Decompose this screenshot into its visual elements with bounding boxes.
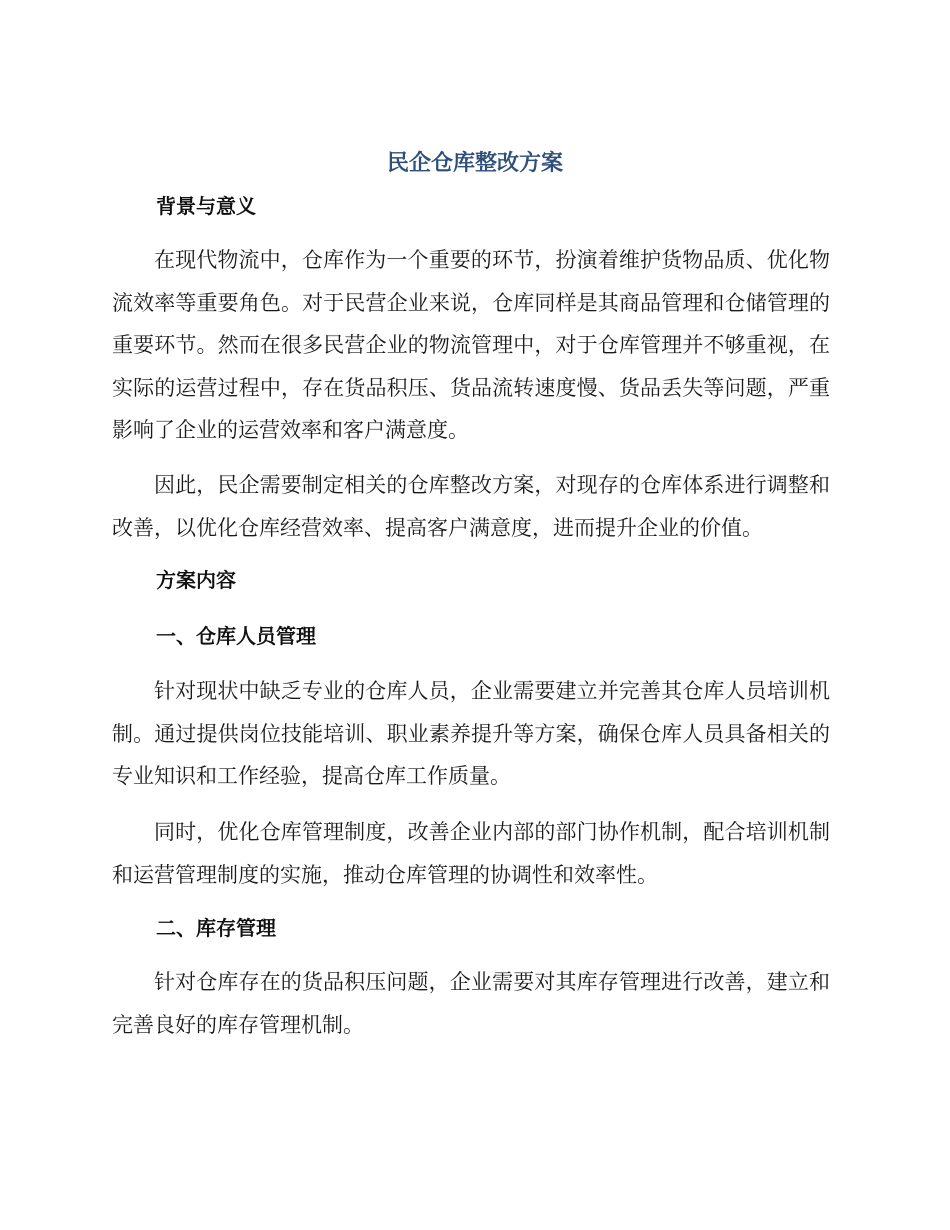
- section-heading-plan-content: 方案内容: [156, 568, 236, 592]
- paragraph-staff-1: 针对现状中缺乏专业的仓库人员，企业需要建立并完善其仓库人员培训机制。通过提供岗位技能培训、职业素养提升等方案，确保仓库人员具备相关的专业知识和工作经验，提高仓库工作质量。: [112, 679, 830, 788]
- paragraph-background-2: 因此，民企需要制定相关的仓库整改方案，对现存的仓库体系进行调整和改善，以优化仓库经营效率、提高客户满意度，进而提升企业的价值。: [112, 473, 830, 540]
- paragraph-background-1: 在现代物流中，仓库作为一个重要的环节，扮演着维护货物品质、优化物流效率等重要角色。对于民营企业来说，仓库同样是其商品管理和仓储管理的重要环节。然而在很多民营企业的物流管理中，对于仓库管理并不够重视，在实际的运营过程中，存在货品积压、货品流转速度慢、货品丢失等问题，严重影响了企业的运营效率和客户满意度。: [112, 248, 830, 442]
- document-title: 民企仓库整改方案: [386, 151, 563, 176]
- paragraph-inventory-1: 针对仓库存在的货品积压问题，企业需要对其库存管理进行改善，建立和完善良好的库存管理机制。: [112, 970, 830, 1037]
- section-heading-background: 背景与意义: [156, 194, 256, 218]
- section-heading-inventory-management: 二、库存管理: [156, 916, 276, 940]
- section-heading-staff-management: 一、仓库人员管理: [156, 624, 316, 648]
- paragraph-staff-2: 同时，优化仓库管理制度，改善企业内部的部门协作机制，配合培训机制和运营管理制度的实施，推动仓库管理的协调性和效率性。: [112, 820, 830, 887]
